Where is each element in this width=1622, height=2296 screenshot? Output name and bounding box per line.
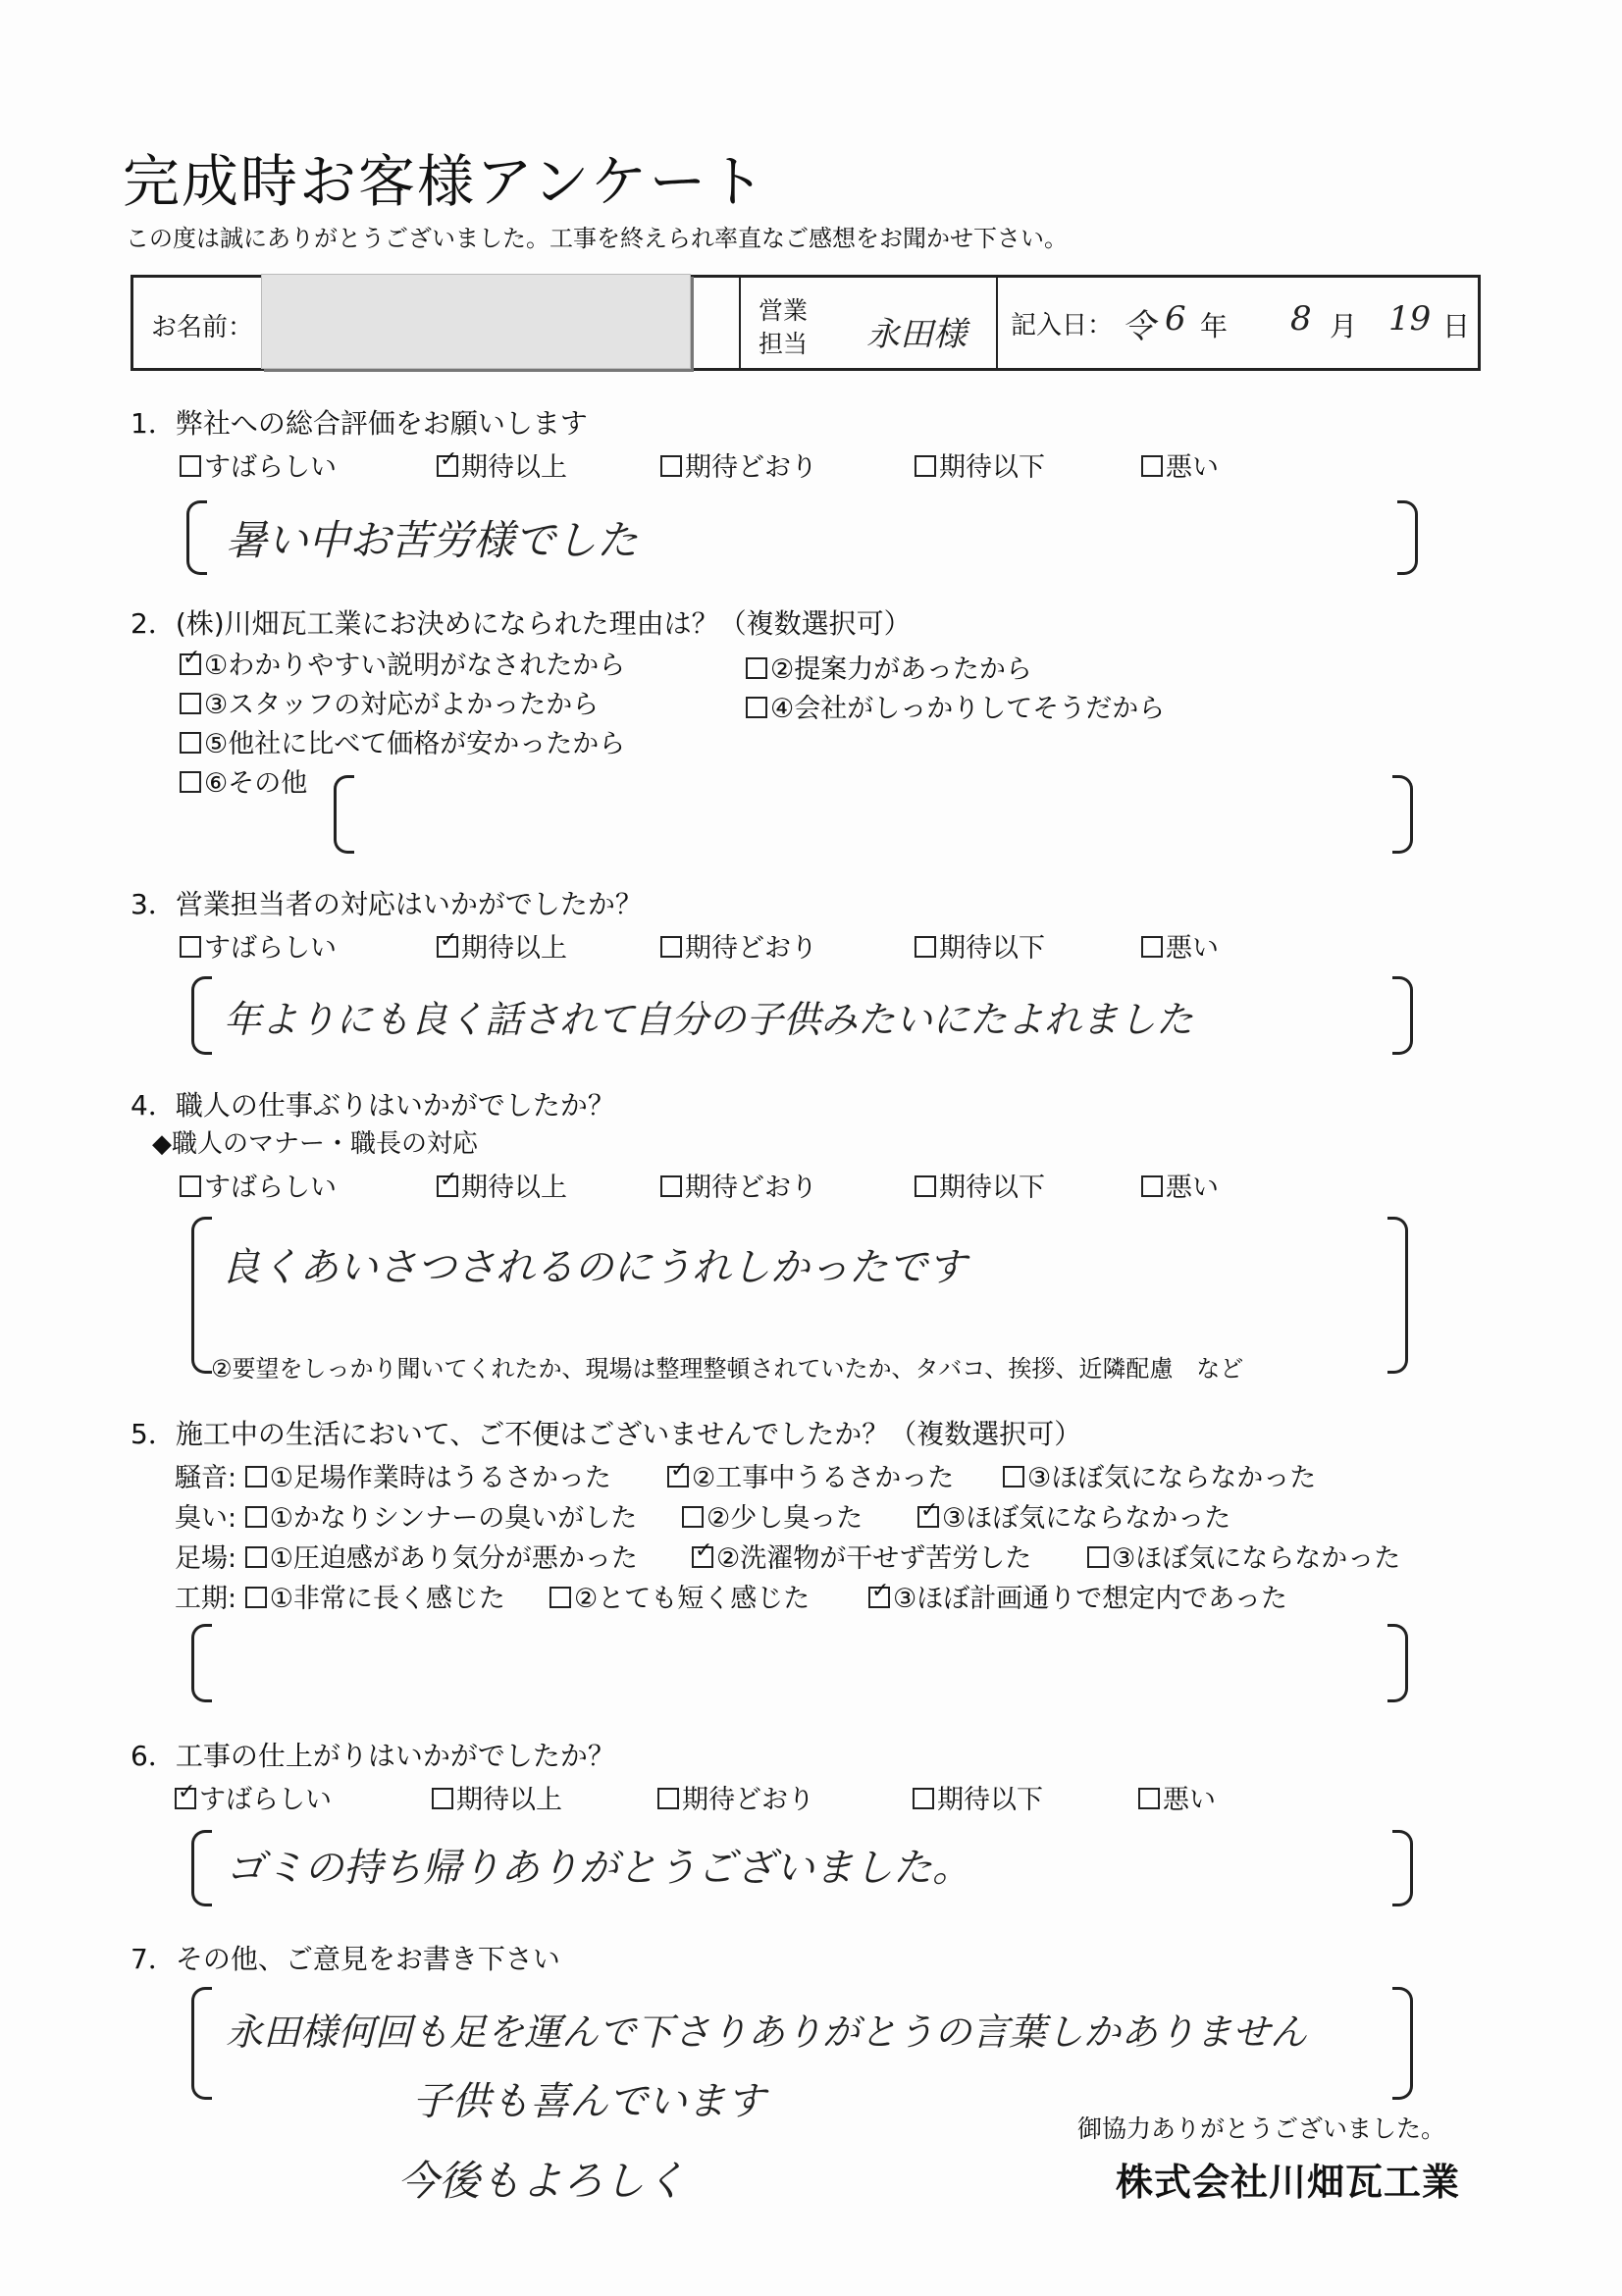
date-year-unit: 年 xyxy=(1200,310,1229,342)
staff-label-1: 営業 xyxy=(759,296,809,325)
date-cell xyxy=(996,278,1478,368)
checkbox-icon[interactable] xyxy=(1141,936,1163,958)
checkbox-icon[interactable] xyxy=(245,1546,267,1568)
q4-option-5[interactable]: 悪い xyxy=(1141,1166,1219,1204)
q7-answer-line1: 永田様何回も足を運んで下さりありがとうの言葉しかありません xyxy=(226,2010,1308,2054)
checkbox-icon[interactable] xyxy=(432,1788,453,1809)
q6-answer: ゴミの持ち帰りありがとうございました。 xyxy=(226,1846,971,1891)
q6-option-1[interactable]: ✓すばらしい xyxy=(175,1778,332,1816)
company-name: 株式会社川畑瓦工業 xyxy=(1115,2161,1460,2204)
q1-option-1[interactable]: すばらしい xyxy=(180,445,337,484)
q1-option-5[interactable]: 悪い xyxy=(1141,445,1219,484)
staff-label-2: 担当 xyxy=(759,330,809,358)
checkbox-icon[interactable] xyxy=(549,1587,571,1608)
checkbox-checked-icon[interactable] xyxy=(667,1466,689,1487)
checkbox-icon[interactable] xyxy=(915,455,936,477)
q3-option-1[interactable]: すばらしい xyxy=(180,926,337,965)
q4-option-4[interactable]: 期待以下 xyxy=(915,1166,1045,1204)
date-label: 記入日： xyxy=(1011,311,1114,340)
q3-title: 3．営業担当者の対応はいかがでしたか？ xyxy=(131,888,643,920)
q2-option-2[interactable]: ②提案力があったから xyxy=(746,648,1032,686)
q7-title: 7．その他、ご意見をお書き下さい xyxy=(131,1943,560,1975)
page-title: 完成時お客様アンケート xyxy=(123,148,767,215)
checkbox-icon[interactable] xyxy=(1138,1788,1160,1809)
checkbox-icon[interactable] xyxy=(657,1788,679,1809)
staff-name-handwritten: 永田様 xyxy=(866,315,967,354)
checkbox-checked-icon[interactable] xyxy=(437,936,458,958)
name-label: お名前： xyxy=(151,313,254,342)
checkbox-checked-icon[interactable] xyxy=(175,1788,196,1809)
checkbox-icon[interactable] xyxy=(180,693,201,714)
checkbox-icon[interactable] xyxy=(660,455,682,477)
checkbox-icon[interactable] xyxy=(913,1788,934,1809)
q5-row-scaffold: 足場: ①圧迫感があり気分が悪かった xyxy=(175,1543,638,1574)
q5-row-noise: 騒音: ①足場作業時はうるさかった xyxy=(175,1463,611,1493)
checkbox-checked-icon[interactable] xyxy=(868,1587,890,1608)
checkbox-icon[interactable] xyxy=(180,936,201,958)
info-box xyxy=(131,275,1481,371)
checkbox-icon[interactable] xyxy=(245,1587,267,1608)
checkbox-icon[interactable] xyxy=(180,1175,201,1197)
q5-row-period-o2[interactable]: ②とても短く感じた xyxy=(549,1577,810,1615)
q5-row-period: 工期: ①非常に長く感じた xyxy=(175,1584,505,1614)
q7-answer-line3: 今後もよろしく xyxy=(397,2157,687,2205)
q6-option-4[interactable]: 期待以下 xyxy=(913,1778,1043,1816)
q1-option-4[interactable]: 期待以下 xyxy=(915,445,1045,484)
q1-option-2[interactable]: ✓ 期待以上 xyxy=(437,445,567,484)
staff-cell xyxy=(739,278,998,368)
checkbox-icon[interactable] xyxy=(915,936,936,958)
q2-option-6[interactable]: ⑥その他 xyxy=(180,761,307,800)
q4-option-1[interactable]: すばらしい xyxy=(180,1166,337,1204)
checkbox-icon[interactable] xyxy=(180,455,201,477)
q6-option-2[interactable]: 期待以上 xyxy=(432,1778,562,1816)
name-redacted-field[interactable] xyxy=(261,274,691,369)
thanks-text: 御協力ありがとうございました。 xyxy=(1076,2114,1445,2143)
checkbox-icon[interactable] xyxy=(245,1506,267,1528)
q4-note: ②要望をしっかり聞いてくれたか、現場は整理整頓されていたか、タバコ、挨拶、近隣配慮 など xyxy=(211,1355,1244,1383)
date-month: 8 xyxy=(1290,299,1312,339)
q5-row-noise-o2[interactable]: ✓ ②工事中うるさかった xyxy=(667,1456,954,1494)
checkbox-checked-icon[interactable] xyxy=(180,653,201,675)
q3-option-2[interactable]: ✓ 期待以上 xyxy=(437,926,567,965)
q3-option-5[interactable]: 悪い xyxy=(1141,926,1219,965)
name-cell xyxy=(133,278,741,368)
q1-answer: 暑い中お苦労様でした xyxy=(226,516,639,564)
intro-text: この度は誠にありがとうございました。工事を終えられ率直なご感想をお聞かせ下さい。 xyxy=(126,225,1068,252)
q5-row-scaffold-o3[interactable]: ③ほぼ気にならなかった xyxy=(1087,1537,1400,1575)
q2-option-5[interactable]: ⑤他社に比べて価格が安かったから xyxy=(180,722,625,760)
date-month-unit: 月 xyxy=(1330,310,1358,342)
checkbox-icon[interactable] xyxy=(180,732,201,754)
q2-option-1[interactable]: ✓①わかりやすい説明がなされたから xyxy=(180,644,625,682)
checkbox-checked-icon[interactable] xyxy=(437,1175,458,1197)
q5-row-smell-o3[interactable]: ✓ ③ほぼ気にならなかった xyxy=(917,1496,1230,1535)
q3-option-4[interactable]: 期待以下 xyxy=(915,926,1045,965)
checkbox-icon[interactable] xyxy=(660,1175,682,1197)
checkbox-icon[interactable] xyxy=(915,1175,936,1197)
q4-option-3[interactable]: 期待どおり xyxy=(660,1166,817,1204)
checkbox-checked-icon[interactable] xyxy=(692,1546,713,1568)
date-year: 6 xyxy=(1165,299,1186,339)
checkbox-icon[interactable] xyxy=(746,657,767,679)
q4-title: 4．職人の仕事ぶりはいかがでしたか？ xyxy=(131,1089,615,1122)
date-era: 令 xyxy=(1122,307,1155,346)
date-day: 19 xyxy=(1388,299,1432,339)
checkbox-checked-icon[interactable] xyxy=(917,1506,939,1528)
q4-option-2[interactable]: ✓ 期待以上 xyxy=(437,1166,567,1204)
checkbox-icon[interactable] xyxy=(1003,1466,1024,1487)
q2-option-4[interactable]: ④会社がしっかりしてそうだから xyxy=(746,687,1165,725)
q2-option-3[interactable]: ③スタッフの対応がよかったから xyxy=(180,683,599,721)
q5-row-period-o3[interactable]: ✓ ③ほぼ計画通りで想定内であった xyxy=(868,1577,1287,1615)
checkbox-icon[interactable] xyxy=(180,771,201,793)
checkbox-checked-icon[interactable] xyxy=(437,455,458,477)
q1-option-3[interactable]: 期待どおり xyxy=(660,445,817,484)
q2-title: 2．(株)川畑瓦工業にお決めになられた理由は？（複数選択可） xyxy=(131,607,912,640)
q5-comment-box[interactable] xyxy=(191,1624,1408,1702)
q5-row-noise-o3[interactable]: ③ほぼ気にならなかった xyxy=(1003,1456,1316,1494)
checkbox-icon[interactable] xyxy=(682,1506,704,1528)
q3-answer: 年よりにも良く話されて自分の子供みたいにたよれました xyxy=(224,998,1194,1041)
q5-row-smell-o2[interactable]: ②少し臭った xyxy=(682,1496,863,1535)
q6-option-5[interactable]: 悪い xyxy=(1138,1778,1216,1816)
checkbox-icon[interactable] xyxy=(1141,455,1163,477)
checkbox-icon[interactable] xyxy=(1087,1546,1109,1568)
q5-row-scaffold-o2[interactable]: ✓ ②洗濯物が干せず苦労した xyxy=(692,1537,1031,1575)
checkbox-icon[interactable] xyxy=(1141,1175,1163,1197)
q4-subtitle: ◆職人のマナー・職長の対応 xyxy=(152,1129,478,1159)
q5-title: 5．施工中の生活において、ご不便はございませんでしたか？（複数選択可） xyxy=(131,1418,1082,1450)
checkbox-icon[interactable] xyxy=(660,936,682,958)
q7-answer-line2: 子供も喜んでいます xyxy=(412,2079,765,2124)
q5-row-smell: 臭い: ①かなりシンナーの臭いがした xyxy=(175,1503,638,1534)
q6-title: 6．工事の仕上がりはいかがでしたか？ xyxy=(131,1740,615,1772)
q3-option-3[interactable]: 期待どおり xyxy=(660,926,817,965)
q4-answer: 良くあいさつされるのにうれしかったです xyxy=(221,1245,967,1290)
q2-other-box[interactable] xyxy=(334,775,1413,854)
checkbox-icon[interactable] xyxy=(746,697,767,718)
date-day-unit: 日 xyxy=(1442,310,1471,342)
q1-title: 1．弊社への総合評価をお願いします xyxy=(131,407,588,440)
checkbox-icon[interactable] xyxy=(245,1466,267,1487)
q6-option-3[interactable]: 期待どおり xyxy=(657,1778,814,1816)
